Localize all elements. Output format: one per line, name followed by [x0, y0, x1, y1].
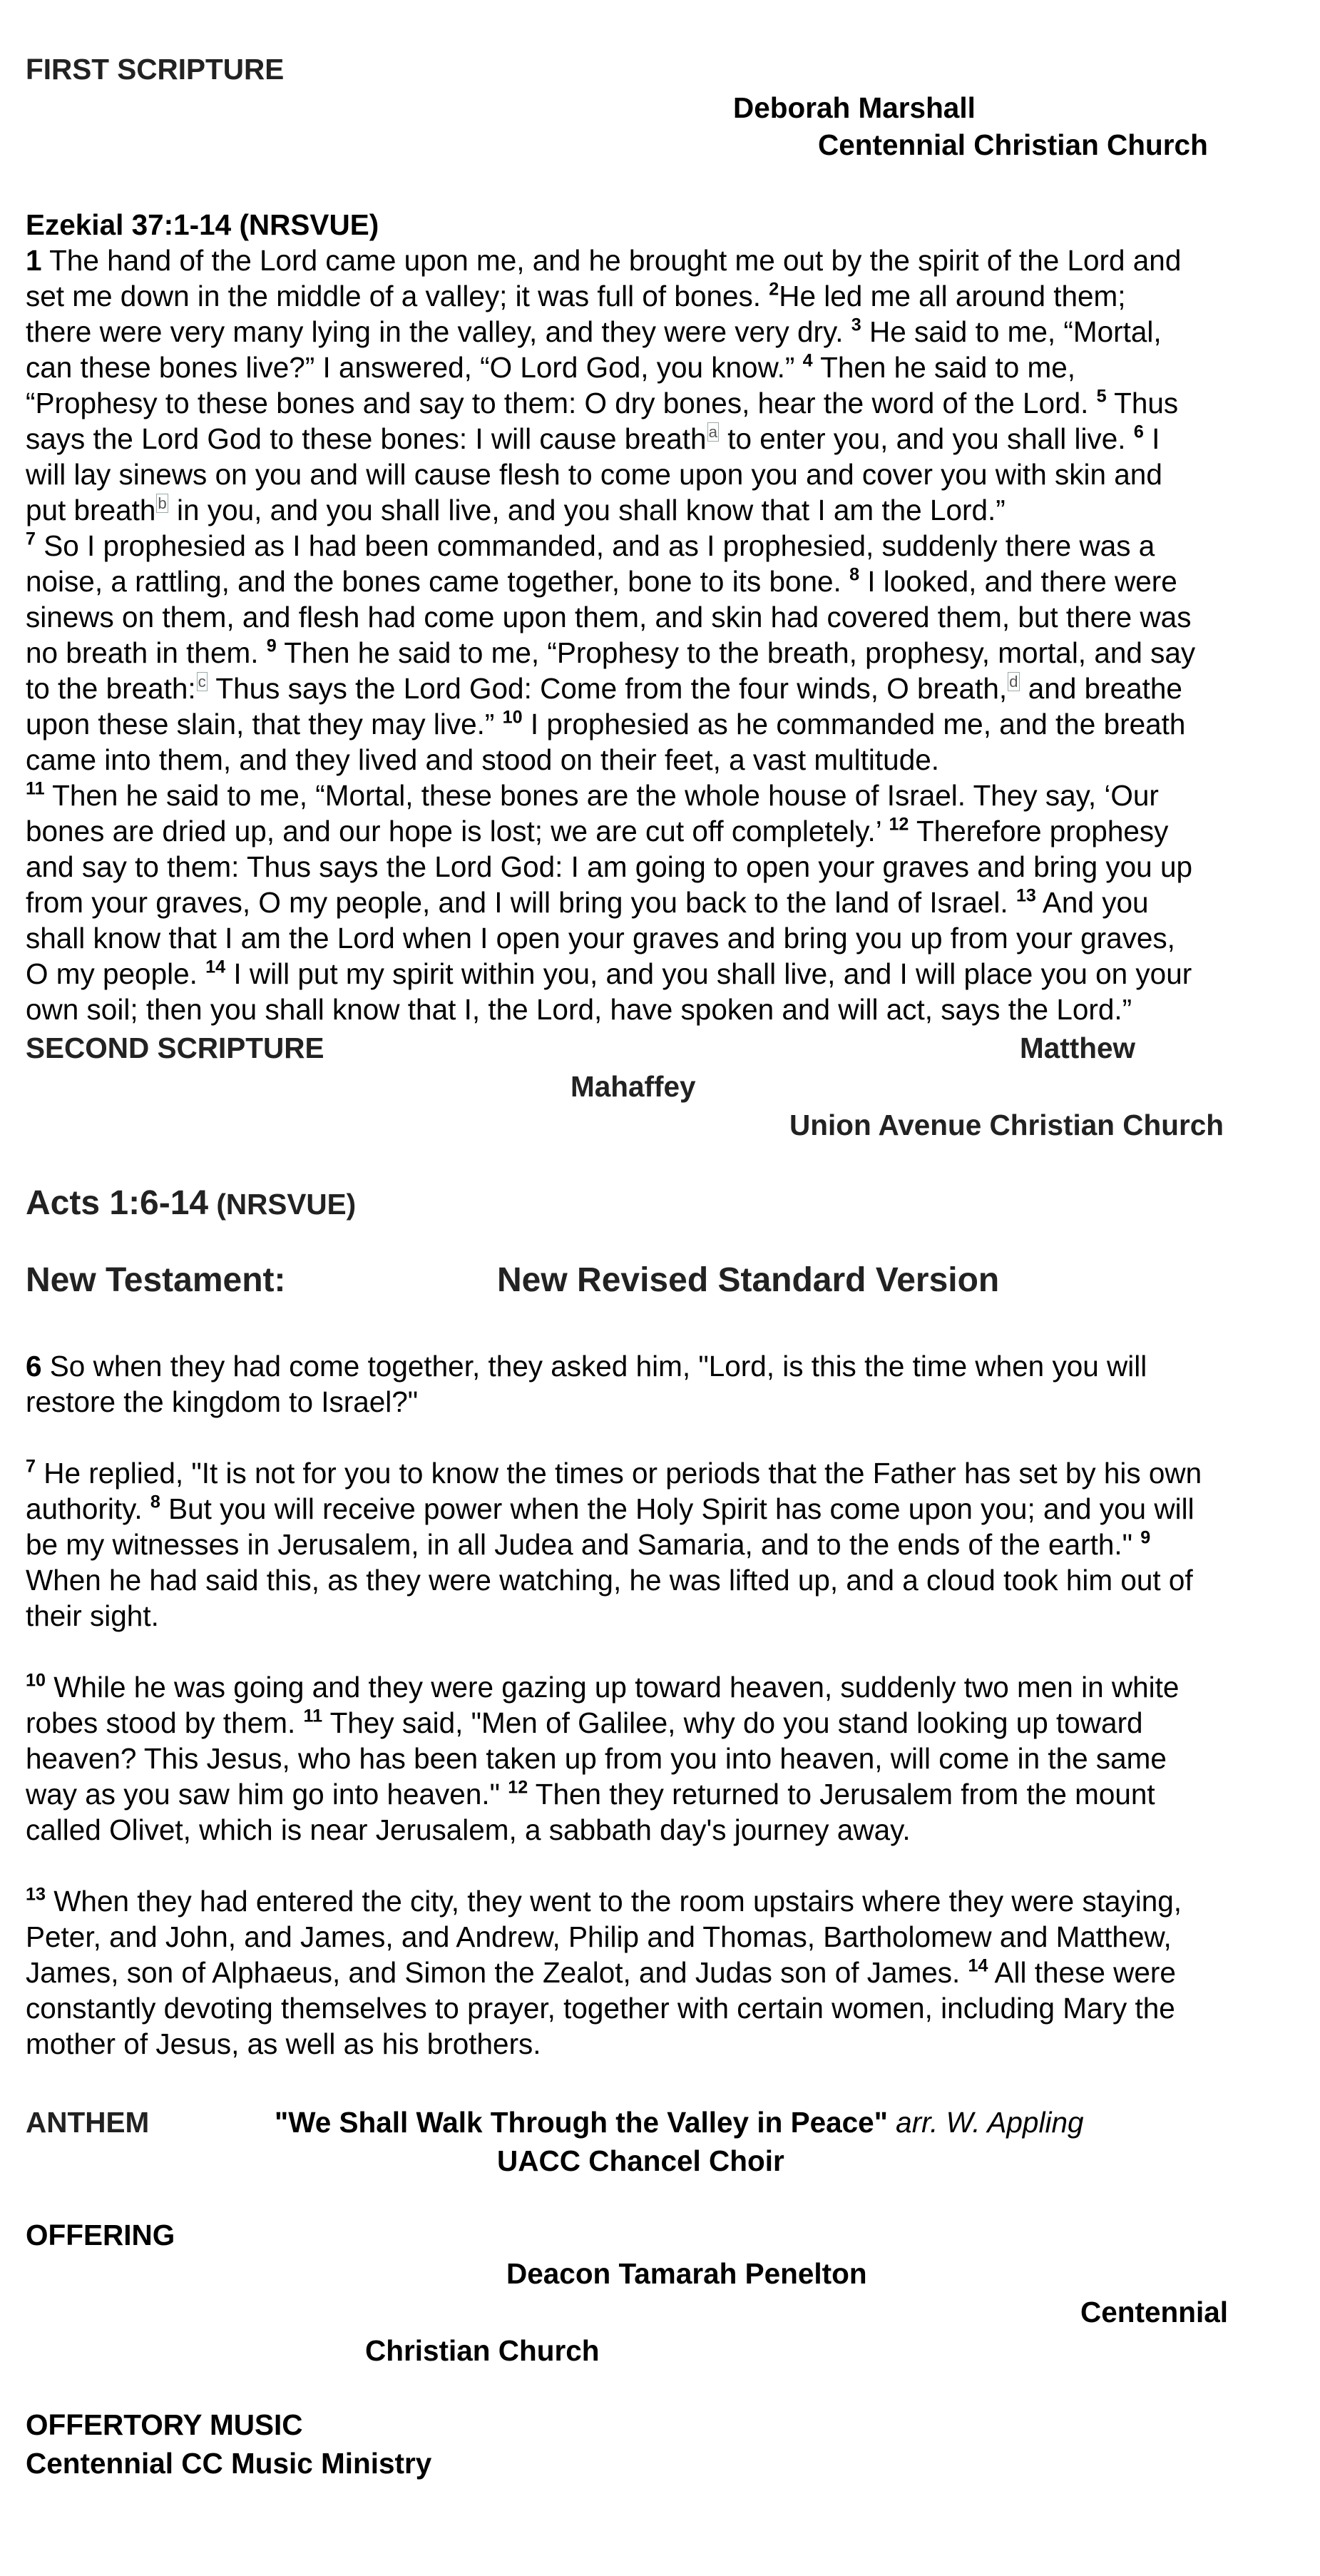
- scripture-line: “Prophesy to these bones and say to them: O dry bones, hear the word of the Lord. $^5$ Thus: [26, 386, 1179, 419]
- scripture-line: $^7$ So I prophesied as I had been commanded, and as I prophesied, suddenly there was a: [26, 529, 1155, 562]
- verse-number: 7: [26, 1456, 36, 1477]
- verse-number: 12: [508, 1777, 528, 1798]
- first-scripture-heading: FIRST SCRIPTURE: [26, 53, 285, 86]
- scripture-line: upon these slain, that they may live.” $^{10}$ I prophesied as he commanded me, and the breath: [26, 707, 1186, 740]
- verse-number: 9: [1140, 1527, 1151, 1548]
- scripture-line: $^{10}$ While he was going and they were gazing up toward heaven, suddenly two men in white: [26, 1670, 1180, 1704]
- offering-heading: OFFERING: [26, 2219, 175, 2251]
- scripture-line: way as you saw him go into heaven." $^{12}$ Then they returned to Jerusalem from the mount: [26, 1777, 1155, 1811]
- offertory-music-performer: Centennial CC Music Ministry: [26, 2447, 432, 2480]
- verse-number: 13: [1015, 885, 1036, 906]
- anthem-performer: UACC Chancel Choir: [497, 2144, 784, 2177]
- scripture-line: James, son of Alphaeus, and Simon the Zealot, and Judas son of James. $^{14}$ All these were: [26, 1955, 1176, 1989]
- verse-number: 13: [26, 1884, 46, 1905]
- scripture-line: shall know that I am the Lord when I open your graves and bring you up from your graves,: [26, 922, 1175, 954]
- scripture-line: $^7$ He replied, "It is not for you to know the times or periods that the Father has set by his own: [26, 1456, 1202, 1490]
- verse-number: 14: [205, 957, 226, 977]
- offertory-music-heading: OFFERTORY MUSIC: [26, 2408, 303, 2441]
- scripture-line: authority. $^8$ But you will receive power when the Holy Spirit has come upon you; and you will: [26, 1492, 1194, 1525]
- offering-leader: Deacon Tamarah Penelton: [506, 2257, 867, 2290]
- footnote-link[interactable]: c: [198, 673, 206, 691]
- version-tag: (NRSVUE): [216, 1188, 357, 1221]
- scripture-line: mother of Jesus, as well as his brothers.: [26, 2027, 541, 2060]
- scripture-line: $^{11}$ Then he said to me, “Mortal, these bones are the whole house of Israel. They say, ‘Our: [26, 778, 1159, 812]
- scripture-line: will lay sinews on you and will cause flesh to come upon you and cover you with skin and: [26, 458, 1162, 491]
- verse-number: 10: [26, 1670, 46, 1691]
- verse-number: 1: [26, 244, 42, 277]
- verse-number: 9: [266, 636, 277, 656]
- footnote-link[interactable]: b: [158, 494, 167, 513]
- first-reader-name: Deborah Marshall: [733, 91, 976, 124]
- verse-number: 11: [26, 778, 45, 799]
- scripture-line: be my witnesses in Jerusalem, in all Judea and Samaria, and to the ends of the earth." $^9$: [26, 1527, 1151, 1561]
- second-reader-first-name: Matthew: [1020, 1032, 1135, 1064]
- scripture-line: robes stood by them. $^{11}$ They said, "Men of Galilee, why do you stand looking up toward: [26, 1706, 1143, 1739]
- second-scripture-reference: Acts 1:6-14 (NRSVUE): [26, 1184, 357, 1222]
- testament-label: New Testament:: [26, 1261, 286, 1299]
- verse-number: 12: [889, 814, 909, 835]
- offering-church-part1: Centennial: [1080, 2296, 1229, 2328]
- scripture-line: Peter, and John, and James, and Andrew, Philip and Thomas, Bartholomew and Matthew,: [26, 1920, 1172, 1953]
- scripture-line: came into them, and they lived and stood on their feet, a vast multitude.: [26, 743, 939, 776]
- version-name: New Revised Standard Version: [497, 1261, 1000, 1299]
- verse-number: 8: [150, 1492, 160, 1512]
- verse-number: 6: [26, 1350, 42, 1383]
- verse-number: 5: [1096, 386, 1107, 407]
- first-reader-church: Centennial Christian Church: [818, 128, 1208, 161]
- scripture-line: constantly devoting themselves to prayer, together with certain women, including Mary the: [26, 1992, 1175, 2025]
- scripture-line: $^{13}$ When they had entered the city, they went to the room upstairs where they were staying,: [26, 1884, 1182, 1918]
- second-reader-church: Union Avenue Christian Church: [789, 1109, 1224, 1141]
- second-scripture-heading: SECOND SCRIPTURE: [26, 1032, 324, 1064]
- second-reader-last-name: Mahaffey: [571, 1070, 696, 1103]
- scripture-line: bones are dried up, and our hope is lost; we are cut off completely.’ $^{12}$ Therefore prophesy: [26, 814, 1169, 847]
- verse-number: 14: [968, 1955, 988, 1976]
- verse-number: 10: [502, 707, 523, 728]
- verse-number: 2: [769, 279, 779, 300]
- anthem-heading: ANTHEM: [26, 2106, 150, 2139]
- scripture-line: called Olivet, which is near Jerusalem, a sabbath day's journey away.: [26, 1813, 911, 1846]
- scripture-line: and say to them: Thus says the Lord God: I am going to open your graves and bring you up: [26, 850, 1192, 883]
- scripture-line: O my people. $^{14}$ I will put my spirit within you, and you shall live, and I will place you on your: [26, 957, 1192, 990]
- scripture-line: set me down in the middle of a valley; it was full of bones. $^2$He led me all around them;: [26, 279, 1126, 312]
- scripture-line: from your graves, O my people, and I will bring you back to the land of Israel. $^{13}$ And you: [26, 885, 1149, 919]
- scripture-line: their sight.: [26, 1599, 159, 1632]
- verse-number: 4: [802, 350, 813, 371]
- first-scripture-reference: Ezekial 37:1-14 (NRSVUE): [26, 208, 379, 241]
- scripture-line: 6 So when they had come together, they asked him, "Lord, is this the time when you will: [26, 1350, 1147, 1383]
- scripture-line: restore the kingdom to Israel?": [26, 1385, 419, 1418]
- anthem-arranger: arr. W. Appling: [896, 2106, 1084, 2139]
- scripture-line: When he had said this, as they were watching, he was lifted up, and a cloud took him out of: [26, 1564, 1193, 1597]
- scripture-line: sinews on them, and flesh had come upon them, and skin had covered them, but there was: [26, 601, 1192, 633]
- verse-number: 7: [26, 529, 36, 549]
- offering-church-part2: Christian Church: [365, 2334, 600, 2367]
- scripture-line: own soil; then you shall know that I, the Lord, have spoken and will act, says the Lord.”: [26, 993, 1132, 1026]
- footnote-link[interactable]: a: [708, 423, 717, 442]
- verse-number: 11: [303, 1706, 323, 1726]
- scripture-line: 1 The hand of the Lord came upon me, and he brought me out by the spirit of the Lord and: [26, 244, 1182, 277]
- scripture-line: put breath $^b$ in you, and you shall live, and you shall know that I am the Lord.”: [26, 494, 1006, 526]
- scripture-line: there were very many lying in the valley, and they were very dry. $^3$ He said to me, “Mortal,: [26, 315, 1162, 348]
- scripture-line: heaven? This Jesus, who has been taken up from you into heaven, will come in the same: [26, 1742, 1167, 1775]
- verse-number: 6: [1133, 422, 1144, 442]
- scripture-line: to the breath: $^c$ Thus says the Lord God: Come from the four winds, O breath, $^d$ and breathe: [26, 672, 1182, 705]
- footnote-link[interactable]: d: [1009, 673, 1018, 691]
- scripture-line: says the Lord God to these bones: I will cause breath $^a$ to enter you, and you shall live. $^6$ I: [26, 422, 1160, 455]
- anthem-title: "We Shall Walk Through the Valley in Peace" arr. W. Appling: [275, 2106, 1084, 2139]
- scripture-line: can these bones live?” I answered, “O Lord God, you know.” $^4$ Then he said to me,: [26, 350, 1076, 384]
- verse-number: 8: [849, 564, 860, 585]
- scripture-line: no breath in them. $^9$ Then he said to me, “Prophesy to the breath, prophesy, mortal, and say: [26, 636, 1196, 669]
- scripture-line: noise, a rattling, and the bones came together, bone to its bone. $^8$ I looked, and there were: [26, 564, 1177, 598]
- verse-number: 3: [851, 315, 861, 335]
